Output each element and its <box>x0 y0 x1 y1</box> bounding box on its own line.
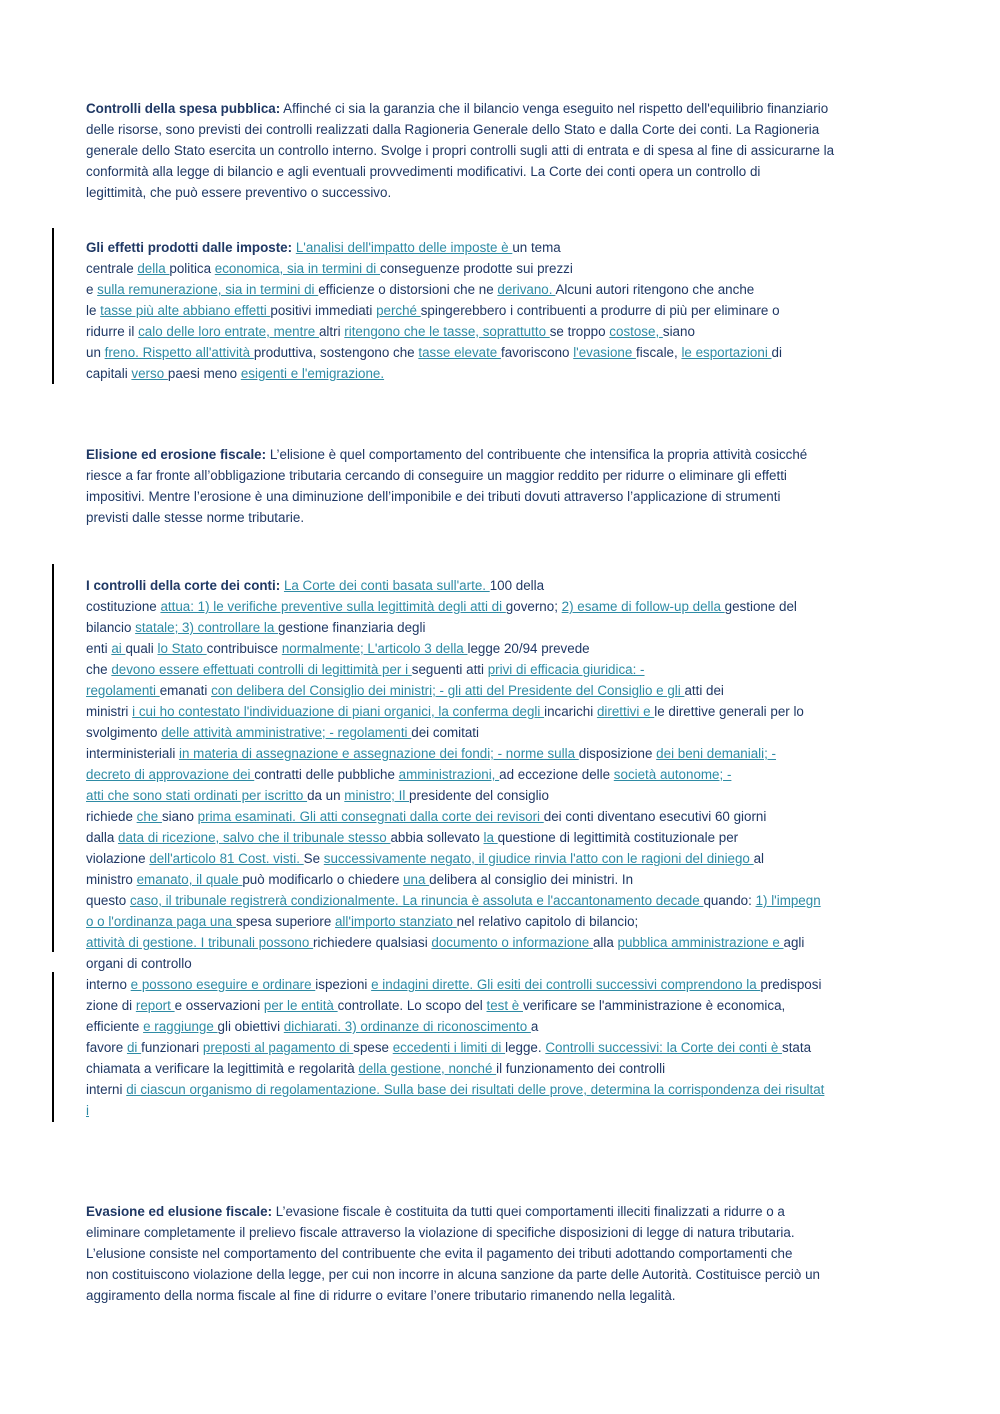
hyperlink-text[interactable]: di ciascun organismo di regolamentazione. Sulla base dei risultati delle prove, determina la corrispondenza dei risultat <box>126 1082 825 1097</box>
hyperlink-text[interactable]: calo delle loro entrate, mentre <box>138 324 319 339</box>
section-heading: Gli effetti prodotti dalle imposte: <box>86 240 293 255</box>
text-run: le <box>86 303 101 318</box>
text-line <box>86 1058 916 1079</box>
section-evasione-elusione <box>86 1201 916 1306</box>
text-line <box>86 1243 916 1264</box>
text-run: efficienze o distorsioni che ne <box>318 282 498 297</box>
text-line <box>86 722 916 743</box>
hyperlink-text[interactable]: all'importo stanziato <box>334 914 457 929</box>
text-run: generale dello Stato esercita un controllo interno. Svolge i propri controlli sugli atti di entrata e di spesa al fine di assicurarne la <box>86 143 835 158</box>
text-run: legge. <box>505 1040 546 1055</box>
text-run: L’evasione fiscale è costituita da tutti quei comportamenti illeciti finalizzati a ridurre o a <box>272 1204 785 1219</box>
text-run: un tema <box>512 240 561 255</box>
text-run: contribuisce <box>206 641 282 656</box>
text-run: centrale <box>86 261 138 276</box>
hyperlink-text[interactable]: i cui ho contestato l'individuazione di piani organici, la conferma degli <box>132 704 545 719</box>
hyperlink-text[interactable]: test è <box>486 998 523 1013</box>
text-run: altri <box>318 324 345 339</box>
text-line <box>86 363 916 384</box>
text-run: spesa superiore <box>235 914 335 929</box>
text-run: spese <box>353 1040 393 1055</box>
text-line <box>86 279 916 300</box>
text-run: organi di controllo <box>86 956 192 971</box>
text-line <box>86 1037 916 1058</box>
hyperlink-text[interactable]: dell'articolo 81 Cost. visti. <box>149 851 304 866</box>
text-run: disposizione <box>578 746 657 761</box>
hyperlink-text[interactable]: esigenti e l'emigrazione. <box>240 366 385 381</box>
hyperlink-text[interactable]: atti che sono stati ordinati per iscritto <box>86 788 308 803</box>
text-run: aggiramento della norma fiscale al fine di ridurre o evitare l’onere tributario rimanendo nella legalità. <box>86 1288 676 1303</box>
text-line <box>86 161 916 182</box>
hyperlink-text[interactable]: ritengono che le tasse, soprattutto <box>344 324 550 339</box>
text-run: dei comitati <box>411 725 479 740</box>
text-line <box>86 617 916 638</box>
text-run: zione di <box>86 998 136 1013</box>
text-run: non costituiscono violazione della legge, per cui non incorre in alcuna sanzione da parte delle Autorità. Costituisce perciò un <box>86 1267 820 1282</box>
text-line <box>86 638 916 659</box>
text-run: e <box>86 282 98 297</box>
text-run: un <box>86 345 105 360</box>
text-line <box>86 119 916 140</box>
hyperlink-text[interactable]: pubblica amministrazione e <box>617 935 784 950</box>
hyperlink-text[interactable]: economica, sia in termini di <box>214 261 381 276</box>
text-line <box>86 953 916 974</box>
hyperlink-text[interactable]: delle attività amministrative; - regolamenti <box>161 725 412 740</box>
text-run: predisposi <box>760 977 822 992</box>
section-heading: Controlli della spesa pubblica: <box>86 101 281 116</box>
hyperlink-text[interactable]: freno. Rispetto all'attività <box>104 345 254 360</box>
text-run: ministri <box>86 704 133 719</box>
text-run: a <box>530 1019 539 1034</box>
text-run: bilancio <box>86 620 136 635</box>
hyperlink-text[interactable]: eccedenti i limiti di <box>392 1040 506 1055</box>
text-run: siano <box>662 324 695 339</box>
hyperlink-text[interactable]: della <box>137 261 170 276</box>
hyperlink-text[interactable]: e possono eseguire e ordinare <box>130 977 316 992</box>
text-run: che <box>86 662 112 677</box>
text-run: produttiva, sostengono che <box>253 345 419 360</box>
text-run: se troppo <box>549 324 610 339</box>
text-line <box>86 321 916 342</box>
section-heading: Evasione ed elusione fiscale: <box>86 1204 273 1219</box>
text-line <box>86 1201 916 1222</box>
text-run: abbia sollevato <box>390 830 484 845</box>
hyperlink-text[interactable]: direttivi e <box>596 704 655 719</box>
section-effetti-imposte <box>86 237 916 384</box>
text-run: paesi meno <box>167 366 241 381</box>
text-run: chiamata a verificare la legittimità e regolarità <box>86 1061 359 1076</box>
hyperlink-text[interactable]: società autonome; - <box>613 767 732 782</box>
hyperlink-text[interactable]: statale; 3) controllare la <box>135 620 279 635</box>
hyperlink-text[interactable]: 1) l'impegn <box>755 893 821 908</box>
hyperlink-text[interactable]: decreto di approvazione dei <box>86 767 255 782</box>
hyperlink-text[interactable]: tasse più alte abbiano effetti <box>100 303 271 318</box>
text-run: dalla <box>86 830 119 845</box>
text-run: alla <box>592 935 618 950</box>
text-line <box>86 911 916 932</box>
hyperlink-text[interactable]: una <box>403 872 430 887</box>
text-run: interni <box>86 1082 127 1097</box>
hyperlink-text[interactable]: prima esaminati. Gli atti consegnati dalla corte dei revisori <box>197 809 544 824</box>
text-line <box>86 743 916 764</box>
text-line <box>86 785 916 806</box>
hyperlink-text[interactable]: normalmente; L'articolo 3 della <box>281 641 468 656</box>
change-bar <box>52 972 54 1122</box>
text-run: spingerebbero i contribuenti a produrre di più per eliminare o <box>420 303 780 318</box>
change-bar <box>52 228 54 384</box>
text-run: richiede <box>86 809 137 824</box>
hyperlink-text[interactable]: per le entità <box>263 998 338 1013</box>
section-elisione-erosione <box>86 444 916 528</box>
text-line <box>86 659 916 680</box>
text-run: emanati <box>159 683 212 698</box>
text-run: il funzionamento dei controlli <box>496 1061 666 1076</box>
text-run: interno <box>86 977 131 992</box>
text-run: 100 della <box>489 578 545 593</box>
text-line <box>86 258 916 279</box>
hyperlink-text[interactable]: la <box>483 830 498 845</box>
text-run: siano <box>161 809 198 824</box>
hyperlink-text[interactable]: con delibera del Consiglio dei ministri; - gli atti del Presidente del Consiglio e gli <box>211 683 685 698</box>
text-run: conseguenze prodotte sui prezzi <box>380 261 573 276</box>
text-line <box>86 932 916 953</box>
hyperlink-text[interactable]: documento o informazione <box>431 935 593 950</box>
hyperlink-text[interactable]: e indagini dirette. Gli esiti dei controlli successivi comprendono la <box>371 977 761 992</box>
text-run: enti <box>86 641 112 656</box>
hyperlink-text[interactable]: La Corte dei conti basata sull'arte. <box>283 578 490 593</box>
text-run: agli <box>783 935 805 950</box>
text-line <box>86 701 916 722</box>
text-line <box>86 890 916 911</box>
text-line <box>86 1016 916 1037</box>
hyperlink-text[interactable]: le esportazioni <box>681 345 772 360</box>
text-line <box>86 1222 916 1243</box>
text-run: stata <box>782 1040 812 1055</box>
text-run: positivi immediati <box>270 303 377 318</box>
text-run: interministeriali <box>86 746 180 761</box>
hyperlink-text[interactable]: verso <box>131 366 168 381</box>
text-line <box>86 182 916 203</box>
text-line <box>86 848 916 869</box>
section-heading: I controlli della corte dei conti: <box>86 578 281 593</box>
text-run: Se <box>303 851 324 866</box>
text-run: fiscale, <box>636 345 682 360</box>
text-line <box>86 680 916 701</box>
hyperlink-text[interactable]: in materia di assegnazione e assegnazione dei fondi; - norme sulla <box>179 746 579 761</box>
hyperlink-text[interactable]: attività di gestione. I tribunali possono <box>86 935 314 950</box>
text-run: contratti delle pubbliche <box>254 767 399 782</box>
text-run: presidente del consiglio <box>409 788 549 803</box>
text-run: riesce a far fronte all’obbligazione tributaria cercando di conseguire un maggior reddito per ridurre o eliminare gli effetti <box>86 468 787 483</box>
text-line <box>86 764 916 785</box>
text-run: controllate. Lo scopo del <box>337 998 487 1013</box>
text-run: favore <box>86 1040 127 1055</box>
text-line <box>86 974 916 995</box>
hyperlink-text[interactable]: regolamenti <box>86 683 160 698</box>
text-line <box>86 827 916 848</box>
text-line <box>86 444 916 465</box>
text-line <box>86 486 916 507</box>
text-run: legittimità, che può essere preventivo o successivo. <box>86 185 392 200</box>
text-run: capitali <box>86 366 132 381</box>
text-run: politica <box>169 261 215 276</box>
text-run: gestione del <box>724 599 797 614</box>
text-run: al <box>753 851 765 866</box>
text-line <box>86 596 916 617</box>
hyperlink-text[interactable]: perché <box>376 303 421 318</box>
text-line <box>86 465 916 486</box>
text-line <box>86 1079 916 1100</box>
hyperlink-text[interactable]: tasse elevate <box>418 345 501 360</box>
text-run: costituzione <box>86 599 161 614</box>
text-run: favoriscono <box>500 345 574 360</box>
hyperlink-text[interactable]: costose, <box>609 324 663 339</box>
text-run: ministro <box>86 872 137 887</box>
text-line <box>86 237 916 258</box>
hyperlink-text[interactable]: dichiarati. 3) ordinanze di riconoscimento <box>283 1019 531 1034</box>
text-run: legge 20/94 prevede <box>467 641 590 656</box>
text-run: funzionari <box>141 1040 203 1055</box>
hyperlink-text[interactable]: successivamente negato, il giudice rinvia l'atto con le ragioni del diniego <box>323 851 754 866</box>
hyperlink-text[interactable]: i <box>86 1103 89 1118</box>
text-run: di <box>771 345 782 360</box>
hyperlink-text[interactable]: L'analisi dell'impatto delle imposte è <box>295 240 513 255</box>
hyperlink-text[interactable]: di <box>126 1040 142 1055</box>
text-run: questo <box>86 893 130 908</box>
hyperlink-text[interactable]: della gestione, nonché <box>358 1061 497 1076</box>
hyperlink-text[interactable]: caso, il tribunale registrerà condizionalmente. La rinuncia è assoluta e l'accantonamento decade <box>129 893 704 908</box>
text-line <box>86 98 916 119</box>
hyperlink-text[interactable]: privi di efficacia giuridica: - <box>487 662 645 677</box>
text-run: atti dei <box>684 683 724 698</box>
text-run: dei conti diventano esecutivi 60 giorni <box>543 809 767 824</box>
text-run: L’elusione consiste nel comportamento del contribuente che evita il pagamento dei tributi adottando comportamenti che <box>86 1246 793 1261</box>
text-run: seguenti atti <box>411 662 488 677</box>
text-run: conformità alla legge di bilancio e agli eventuali provvedimenti modificativi. La Corte dei conti opera un controllo di <box>86 164 761 179</box>
text-line <box>86 869 916 890</box>
text-run: le direttive generali per lo <box>654 704 804 719</box>
hyperlink-text[interactable]: Controlli successivi: la Corte dei conti è <box>545 1040 782 1055</box>
hyperlink-text[interactable]: ai <box>111 641 126 656</box>
text-run: efficiente <box>86 1019 144 1034</box>
hyperlink-text[interactable]: ministro; Il <box>344 788 410 803</box>
text-run: quando: <box>703 893 756 908</box>
text-run: ispezioni <box>315 977 372 992</box>
text-run: svolgimento <box>86 725 162 740</box>
text-line <box>86 575 916 596</box>
hyperlink-text[interactable]: devono essere effettuati controlli di legittimità per i <box>111 662 412 677</box>
hyperlink-text[interactable]: attua: 1) le verifiche preventive sulla legittimità degli atti di <box>160 599 506 614</box>
hyperlink-text[interactable]: lo Stato <box>157 641 207 656</box>
hyperlink-text[interactable]: preposti al pagamento di <box>202 1040 354 1055</box>
hyperlink-text[interactable]: amministrazioni, <box>398 767 500 782</box>
text-run: impositivi. Mentre l’erosione è una diminuzione dell’imponibile e dei tributi dovuti attraverso l’applicazione di strumenti <box>86 489 781 504</box>
text-run: delle risorse, sono previsti dei controlli realizzati dalla Ragioneria Generale dello Stato e dalla Corte dei conti. La Ragioneria <box>86 122 820 137</box>
hyperlink-text[interactable]: sulla remunerazione, sia in termini di <box>97 282 319 297</box>
text-run: nel relativo capitolo di bilancio; <box>456 914 639 929</box>
hyperlink-text[interactable]: data di ricezione, salvo che il tribunale stesso <box>118 830 391 845</box>
text-line <box>86 1264 916 1285</box>
text-line <box>86 342 916 363</box>
hyperlink-text[interactable]: dei beni demaniali; - <box>656 746 777 761</box>
hyperlink-text[interactable]: o o l'ordinanza paga una <box>86 914 236 929</box>
text-run: gli obiettivi <box>217 1019 284 1034</box>
text-line <box>86 140 916 161</box>
section-controlli-spesa-pubblica <box>86 98 916 203</box>
hyperlink-text[interactable]: derivano. <box>497 282 556 297</box>
text-run: da un <box>307 788 345 803</box>
text-line <box>86 1285 916 1306</box>
text-run: previsti dalle stesse norme tributarie. <box>86 510 305 525</box>
text-line <box>86 507 916 528</box>
text-run: ad eccezione delle <box>499 767 614 782</box>
text-line <box>86 806 916 827</box>
text-run: L’elisione è quel comportamento del contribuente che intensifica la propria attività cosicché <box>266 447 808 462</box>
text-run: può modificarlo o chiedere <box>242 872 404 887</box>
text-line <box>86 1100 916 1121</box>
change-bar <box>52 564 54 952</box>
text-run: quali <box>125 641 158 656</box>
text-run: questione di legittimità costituzionale per <box>497 830 739 845</box>
hyperlink-text[interactable]: e raggiunge <box>143 1019 218 1034</box>
text-run: incarichi <box>544 704 597 719</box>
text-run: verificare se l'amministrazione è economica, <box>522 998 786 1013</box>
hyperlink-text[interactable]: report <box>135 998 175 1013</box>
text-line <box>86 995 916 1016</box>
text-line <box>86 300 916 321</box>
hyperlink-text[interactable]: emanato, il quale <box>136 872 243 887</box>
text-run: Alcuni autori ritengono che anche <box>555 282 755 297</box>
text-run: eliminare completamente il prelievo fiscale attraverso la violazione di specifiche disposizioni di legge di natura tributaria. <box>86 1225 795 1240</box>
text-run: delibera al consiglio dei ministri. In <box>429 872 634 887</box>
text-run: violazione <box>86 851 150 866</box>
text-run: ridurre il <box>86 324 139 339</box>
section-controlli-corte-conti <box>86 575 916 1121</box>
text-run: e osservazioni <box>174 998 264 1013</box>
text-run: gestione finanziaria degli <box>278 620 426 635</box>
section-heading: Elisione ed erosione fiscale: <box>86 447 267 462</box>
hyperlink-text[interactable]: 2) esame di follow-up della <box>561 599 725 614</box>
text-run: governo; <box>505 599 562 614</box>
text-run: Affinché ci sia la garanzia che il bilancio venga eseguito nel rispetto dell'equilibrio finanziario <box>280 101 829 116</box>
text-run: richiedere qualsiasi <box>313 935 432 950</box>
hyperlink-text[interactable]: l'evasione <box>573 345 637 360</box>
hyperlink-text[interactable]: che <box>136 809 162 824</box>
